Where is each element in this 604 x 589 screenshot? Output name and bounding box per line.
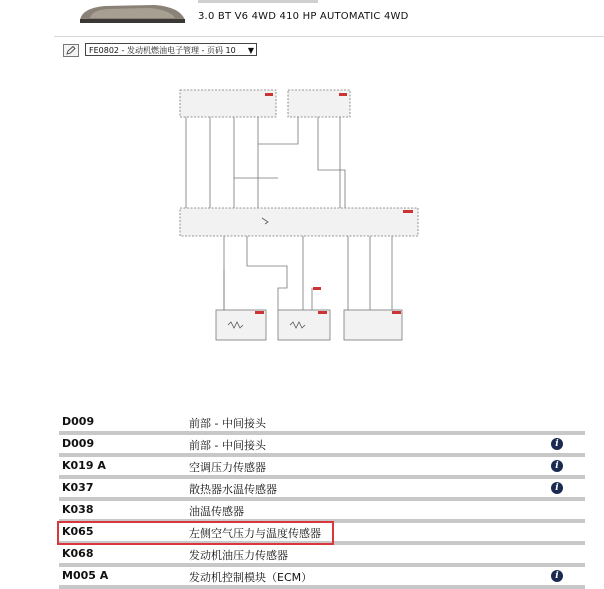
info-icon[interactable]: i <box>551 460 563 472</box>
engine-spec: 3.0 BT V6 4WD 410 HP AUTOMATIC 4WD <box>198 11 409 22</box>
pencil-icon <box>66 46 76 55</box>
component-code: K019 A <box>62 459 106 472</box>
table-row[interactable] <box>59 501 585 523</box>
component-code: D009 <box>62 437 95 450</box>
component-code: K068 <box>62 547 94 560</box>
table-row[interactable] <box>59 567 585 589</box>
info-icon[interactable]: i <box>551 438 563 450</box>
component-description: 散热器水温传感器 <box>189 483 277 496</box>
component-description: 油温传感器 <box>189 505 244 518</box>
vehicle-thumbnail <box>70 0 190 24</box>
info-icon[interactable]: i <box>551 482 563 494</box>
component-description: 空调压力传感器 <box>189 461 266 474</box>
component-description: 前部 - 中间接头 <box>189 417 266 430</box>
table-row[interactable] <box>59 457 585 479</box>
component-table <box>59 413 585 589</box>
page-select[interactable] <box>85 43 257 56</box>
table-row[interactable] <box>59 435 585 457</box>
component-description: 前部 - 中间接头 <box>189 439 266 452</box>
component-description: 左侧空气压力与温度传感器 <box>189 527 321 540</box>
chevron-down-icon: ▼ <box>247 46 254 55</box>
component-code: D009 <box>62 415 95 428</box>
component-description: 发动机油压力传感器 <box>189 549 288 562</box>
highlighted-row-outline <box>57 521 334 545</box>
component-description: 发动机控制模块（ECM） <box>189 571 313 584</box>
table-row[interactable] <box>59 413 585 435</box>
component-code: K037 <box>62 481 94 494</box>
wiring-diagram[interactable] <box>170 82 430 350</box>
component-code: K038 <box>62 503 94 516</box>
component-code: M005 A <box>62 569 109 582</box>
page-select-value: FE0802 - 发动机燃油电子管理 - 页码 10 <box>89 46 236 55</box>
header-divider <box>54 36 604 37</box>
component-code: K065 <box>62 525 94 538</box>
table-row[interactable] <box>59 479 585 501</box>
vehicle-name-fade <box>198 0 318 3</box>
info-icon[interactable]: i <box>551 570 563 582</box>
table-row[interactable] <box>59 545 585 567</box>
edit-button[interactable] <box>63 44 79 57</box>
